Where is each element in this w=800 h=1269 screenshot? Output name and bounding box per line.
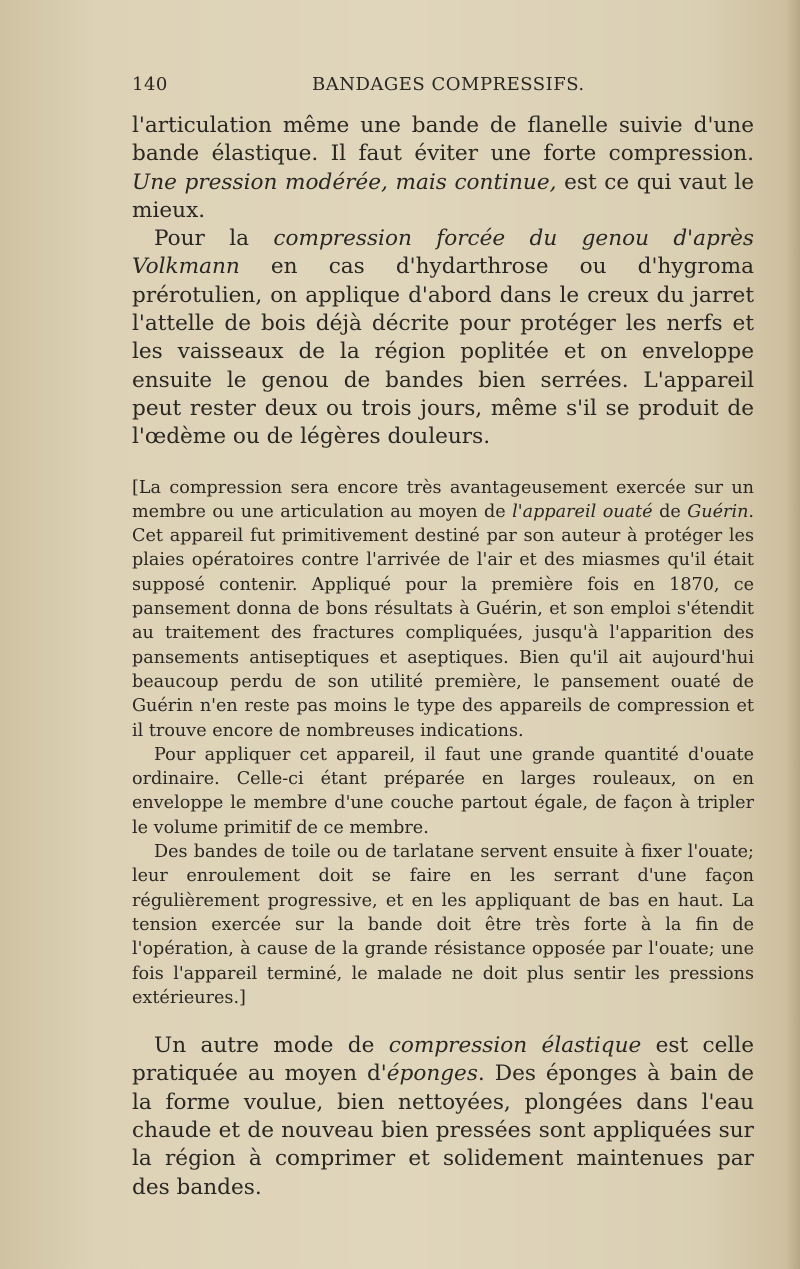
running-title: BANDAGES COMPRESSIFS. [312,74,585,95]
note-paragraph-3: Des bandes de toile ou de tarlatane servent ensuite à fixer l'ouate; leur enroulement doit se faire en les serrant d'une façon régulièrement progressive, et en les appliquant de bas en haut. La tension exercée sur la bande doit être très forte à la fin de l'opération, à cause de la grande résistance opposée par l'ouate; une fois l'appareil terminé, le malade ne doit plus sentir les pressions extérieures.] [132,842,754,1008]
paragraph-1: l'articulation même une bande de flanelle suivie d'une bande élastique. Il faut éviter une forte compression. Une pression modérée, mais continue, est ce qui vaut le mieux. [132,113,754,223]
page-edge-shadow [786,0,800,1269]
paragraph-3: Un autre mode de compression élastique est celle pratiquée au moyen d'éponges. Des éponges à bain de la forme voulue, bien nettoyées, plongées dans l'eau chaude et de nouveau bien pressées sont appliquées sur la région à comprimer et solidement maintenues par des bandes. [132,1033,754,1200]
note-block [132,476,754,1011]
body-text [132,112,754,1202]
main-paragraphs [132,112,754,452]
note-paragraph-2: Pour appliquer cet appareil, il faut une grande quantité d'ouate ordinaire. Celle-ci étant préparée en larges rouleaux, on en enveloppe le membre d'une couche partout égale, de façon à tripler le volume primitif de ce membre. [132,744,754,838]
paragraph-2: Pour la compression forcée du genou d'après Volkmann en cas d'hydarthrose ou d'hygroma prérotulien, on applique d'abord dans le creux du jarret l'attelle de bois déjà décrite pour protéger les nerfs et les vaisseaux de la région poplitée et on enveloppe ensuite le genou de bandes bien serrées. L'appareil peut rester deux ou trois jours, même s'il se produit de l'œdème ou de légères douleurs. [132,226,754,450]
page-number: 140 [132,74,168,95]
running-header [132,74,752,100]
closing-paragraph-block [132,1032,754,1202]
note-paragraph-1: [La compression sera encore très avantageusement exercée sur un membre ou une articulation au moyen de l'appareil ouaté de Guérin. Cet appareil fut primitivement destiné par son auteur à protéger les plaies opératoires contre l'arrivée de l'air et des miasmes qu'il était supposé contenir. Appliqué pour la première fois en 1870, ce pansement donna de bons résultats à Guérin, et son emploi s'étendit au traitement des fractures compliquées, jusqu'à l'apparition des pansements antiseptiques et aseptiques. Bien qu'il ait aujourd'hui beaucoup perdu de son utilité première, le pansement ouaté de Guérin n'en reste pas moins le type des appareils de compression et il trouve encore de nombreuses indications. [132,477,754,741]
